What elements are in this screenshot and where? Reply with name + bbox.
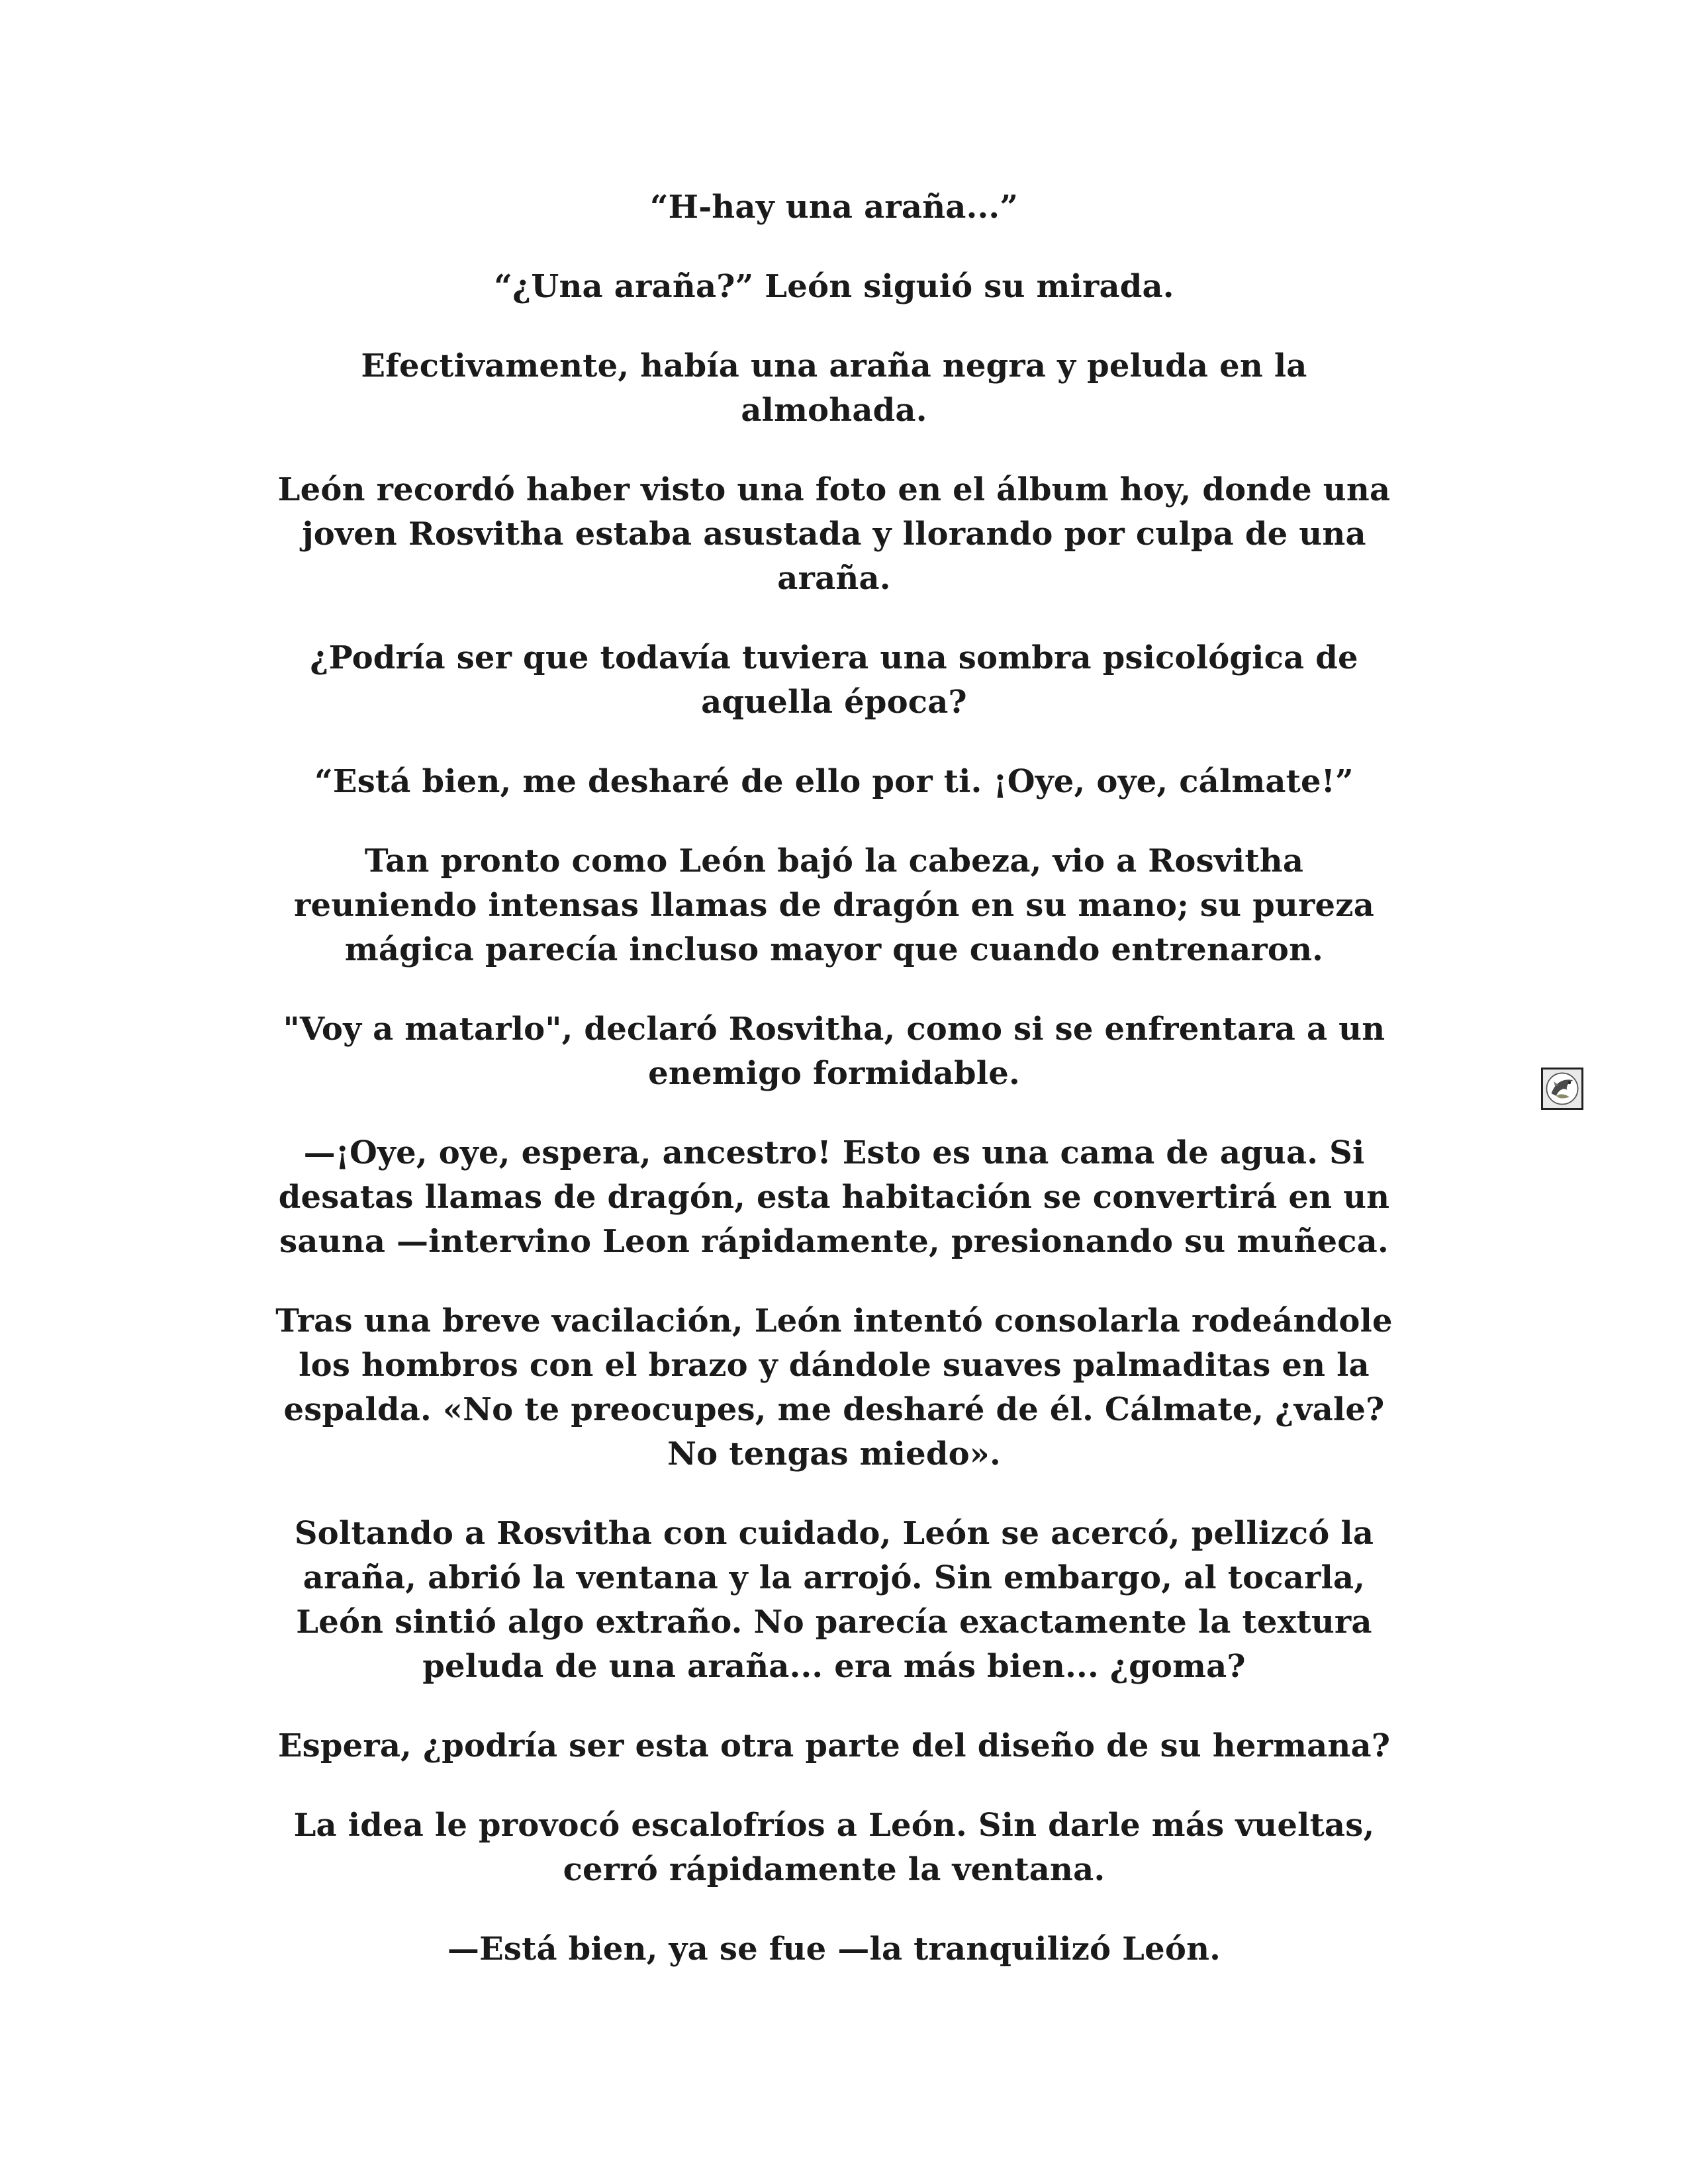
text-line: peluda de una araña... era más bien... ¿goma?	[422, 1648, 1246, 1685]
paragraph	[199, 760, 1470, 804]
text-line: reuniendo intensas llamas de dragón en su mano; su pureza	[293, 887, 1375, 924]
story-text	[199, 185, 1470, 2007]
text-line: Espera, ¿podría ser esta otra parte del diseño de su hermana?	[277, 1727, 1391, 1764]
text-line: ¿Podría ser que todavía tuviera una sombra psicológica de	[310, 639, 1358, 676]
paragraph	[199, 1803, 1470, 1892]
dragon-emblem-icon	[1541, 1068, 1583, 1110]
text-line: León sintió algo extraño. No parecía exactamente la textura	[296, 1604, 1372, 1641]
text-line: —¡Oye, oye, espera, ancestro! Esto es una cama de agua. Si	[303, 1134, 1365, 1171]
text-line: Tan pronto como León bajó la cabeza, vio a Rosvitha	[364, 842, 1304, 880]
text-line: León recordó haber visto una foto en el álbum hoy, donde una	[277, 471, 1391, 508]
text-line: cerró rápidamente la ventana.	[563, 1851, 1105, 1888]
paragraph	[199, 1512, 1470, 1689]
paragraph	[199, 1131, 1470, 1264]
paragraph	[199, 185, 1470, 230]
text-line: joven Rosvitha estaba asustada y llorando por culpa de una	[302, 516, 1366, 553]
paragraph	[199, 839, 1470, 972]
paragraph	[199, 1724, 1470, 1768]
paragraph	[199, 265, 1470, 309]
paragraph	[199, 1299, 1470, 1477]
text-line: los hombros con el brazo y dándole suaves palmaditas en la	[299, 1347, 1370, 1384]
paragraph	[199, 1927, 1470, 1972]
text-line: “¿Una araña?” León siguió su mirada.	[494, 268, 1174, 305]
paragraph	[199, 344, 1470, 433]
text-line: araña.	[777, 560, 891, 597]
text-line: "Voy a matarlo", declaró Rosvitha, como si se enfrentara a un	[283, 1011, 1385, 1048]
text-line: aquella época?	[701, 684, 967, 721]
paragraph	[199, 636, 1470, 725]
text-line: La idea le provocó escalofríos a León. Sin darle más vueltas,	[293, 1807, 1375, 1844]
paragraph	[199, 1007, 1470, 1096]
text-line: Tras una breve vacilación, León intentó consolarla rodeándole	[275, 1302, 1393, 1340]
text-line: desatas llamas de dragón, esta habitación se convertirá en un	[278, 1179, 1390, 1216]
text-line: Soltando a Rosvitha con cuidado, León se acercó, pellizcó la	[294, 1515, 1374, 1552]
text-line: enemigo formidable.	[648, 1055, 1020, 1092]
text-line: Efectivamente, había una araña negra y peluda en la	[361, 347, 1307, 385]
text-line: —Está bien, ya se fue —la tranquilizó León.	[447, 1931, 1221, 1968]
text-line: espalda. «No te preocupes, me desharé de él. Cálmate, ¿vale?	[283, 1391, 1385, 1428]
text-line: mágica parecía incluso mayor que cuando entrenaron.	[344, 931, 1324, 968]
text-line: “H-hay una araña...”	[649, 189, 1019, 226]
paragraph	[199, 468, 1470, 601]
text-line: araña, abrió la ventana y la arrojó. Sin embargo, al tocarla,	[303, 1559, 1366, 1596]
text-line: No tengas miedo».	[667, 1435, 1001, 1473]
text-line: almohada.	[741, 392, 927, 429]
text-line: sauna —intervino Leon rápidamente, presionando su muñeca.	[279, 1223, 1389, 1260]
text-line: “Está bien, me desharé de ello por ti. ¡Oye, oye, cálmate!”	[314, 763, 1354, 800]
